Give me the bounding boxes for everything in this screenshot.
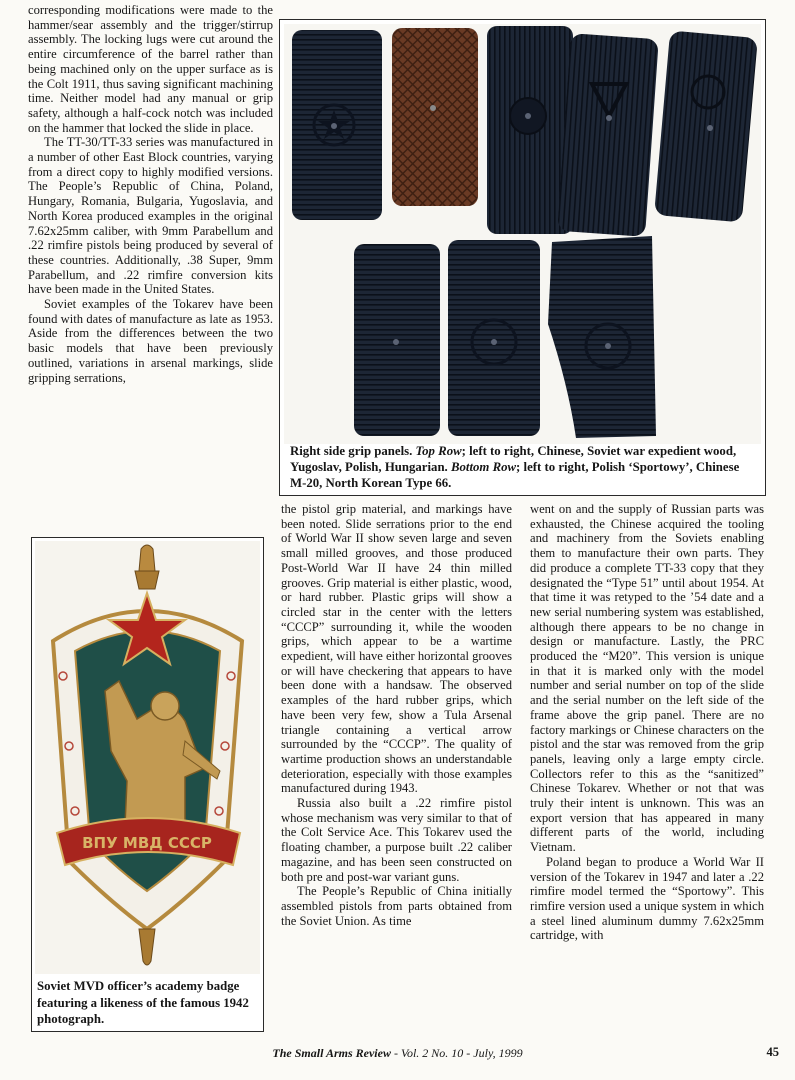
caption-top-row-label: Top Row <box>415 444 462 458</box>
grip-panel-hungarian <box>654 31 758 223</box>
paragraph: Russia also built a .22 rimfire pistol whose mechanism was very similar to that of the Colt Service Ace. This Tokarev used the floating chamber, a purpose built .22 caliber magazine, and has been seen constructed on both pre and post-war variant guns. <box>281 796 512 884</box>
grip-panel-polish-sportowy <box>354 244 440 436</box>
grip-panel-chinese-m20 <box>448 240 540 436</box>
middle-text-column <box>281 502 512 928</box>
grip-panel-polish <box>557 33 659 237</box>
caption-lead: Right side grip panels. <box>290 444 416 458</box>
publication-title: The Small Arms Review <box>272 1046 391 1060</box>
grip-panels-photo <box>284 24 761 444</box>
caption-bottom-row-label: Bottom Row <box>450 460 517 474</box>
grip-figure-caption <box>290 443 755 491</box>
badge-banner-text: ВПУ МВД СССР <box>82 834 212 852</box>
badge-figure <box>31 537 264 1032</box>
paragraph: went on and the supply of Russian parts was exhausted, the Chinese acquired the tooling and machinery from the Soviets enabling them to manufacture their own parts. They did produce a complete TT-33 copy that they designated the “Type 51” until about 1954. At that time it was retyped to the ’54 date and a new serial numbering system was established, although there appears to be no change in design or manufacture. Lastly, the PRC produced the “M20”. This version is unique in that it is marked only with the model number and serial number on top of the slide and the serial number on the left side of the frame above the grip panel. There are no factory markings or Chinese characters on the pistol and the star was removed from the grip panels, leaving only a large empty circle. Collectors refer to this as the “sanitized” Chinese Tokarev. Whether or not that was truly their intent is unknown. This was an export version that has appeared in many different parts of the world, including Vietnam. <box>530 502 764 855</box>
grip-panel-soviet-wood <box>392 28 478 206</box>
paragraph: Poland began to produce a World War II version of the Tokarev in 1947 and later a .22 rimfire model termed the “Sportowy”. This rimfire version used a unique system in which a steel lined aluminum dummy 7.62x25mm cartridge, with <box>530 854 764 943</box>
caption-bottom-row-text: ; left to right, Polish ‘Sportowy’, Chinese M-20, North Korean Type 66. <box>290 460 740 490</box>
paragraph: The TT-30/TT-33 series was manufactured in a number of other East Block countries, varying from a direct copy to highly modified versions. The People’s Republic of China, Poland, Hungary, Romania, Bulgaria, Yugoslavia, and North Korea produced examples in the original 7.62x25mm caliber, with 9mm Parabellum and .22 rimfire pistols being produced by several of these countries. Additionally, .38 Super, 9mm Parabellum, and .22 rimfire conversion kits have been made in the United States. <box>28 135 273 297</box>
grip-panels-figure <box>279 19 766 496</box>
page-footer <box>0 1046 795 1061</box>
right-text-column <box>530 502 764 943</box>
grip-panel-chinese <box>292 30 382 220</box>
issue-info: - Vol. 2 No. 10 - July, 1999 <box>390 1046 523 1060</box>
left-text-column <box>28 3 273 385</box>
paragraph: corresponding modifications were made to the hammer/sear assembly and the trigger/stirrup assembly. The locking lugs were cut around the entire circumference of the barrel rather than being machined only on the upper surface as is the Colt 1911, thus saving significant machining time. Neither model had any manual or grip safety, although a half-cock notch was included on the hammer that locked the slide in place. <box>28 3 273 135</box>
paragraph: the pistol grip material, and markings have been noted. Slide serrations prior to the end of World War II show seven large and seven small milled grooves, and those produced Post-World War II have 24 thin milled grooves. Grip material is either plastic, wood, or hard rubber. Plastic grips will show a circled star in the center with the letters “CCCP” surrounding it, while the wooden grips, which appear to be a wartime expedient, will have either horizontal grooves or will have checkering that appears to have been done with a handsaw. The observed examples of the hard rubber grips, which have been very few, show a Tula Arsenal triangle containing a vertical arrow surrounded by the “CCCP”. The quality of wartime production shows an understandable deterioration, especially with those examples manufactured during 1943. <box>281 502 512 796</box>
badge-figure-caption: Soviet MVD officer’s academy badge featuring a likeness of the famous 1942 photograph. <box>37 979 249 1026</box>
mvd-badge-photo <box>35 541 260 974</box>
page-number: 45 <box>766 1045 779 1059</box>
paragraph: The People’s Republic of China initially assembled pistols from parts obtained from the Soviet Union. As time <box>281 884 512 928</box>
grip-panel-north-korean-type66 <box>548 236 656 438</box>
paragraph: Soviet examples of the Tokarev have been found with dates of manufacture as late as 1953. Aside from the differences between the two basic models that have been previously outlined, variations in arsenal markings, slide gripping serrations, <box>28 297 273 385</box>
caption-top-row-text: ; left to right, Chinese, Soviet war expedient wood, Yugoslav, Polish, Hungarian. <box>290 444 737 474</box>
